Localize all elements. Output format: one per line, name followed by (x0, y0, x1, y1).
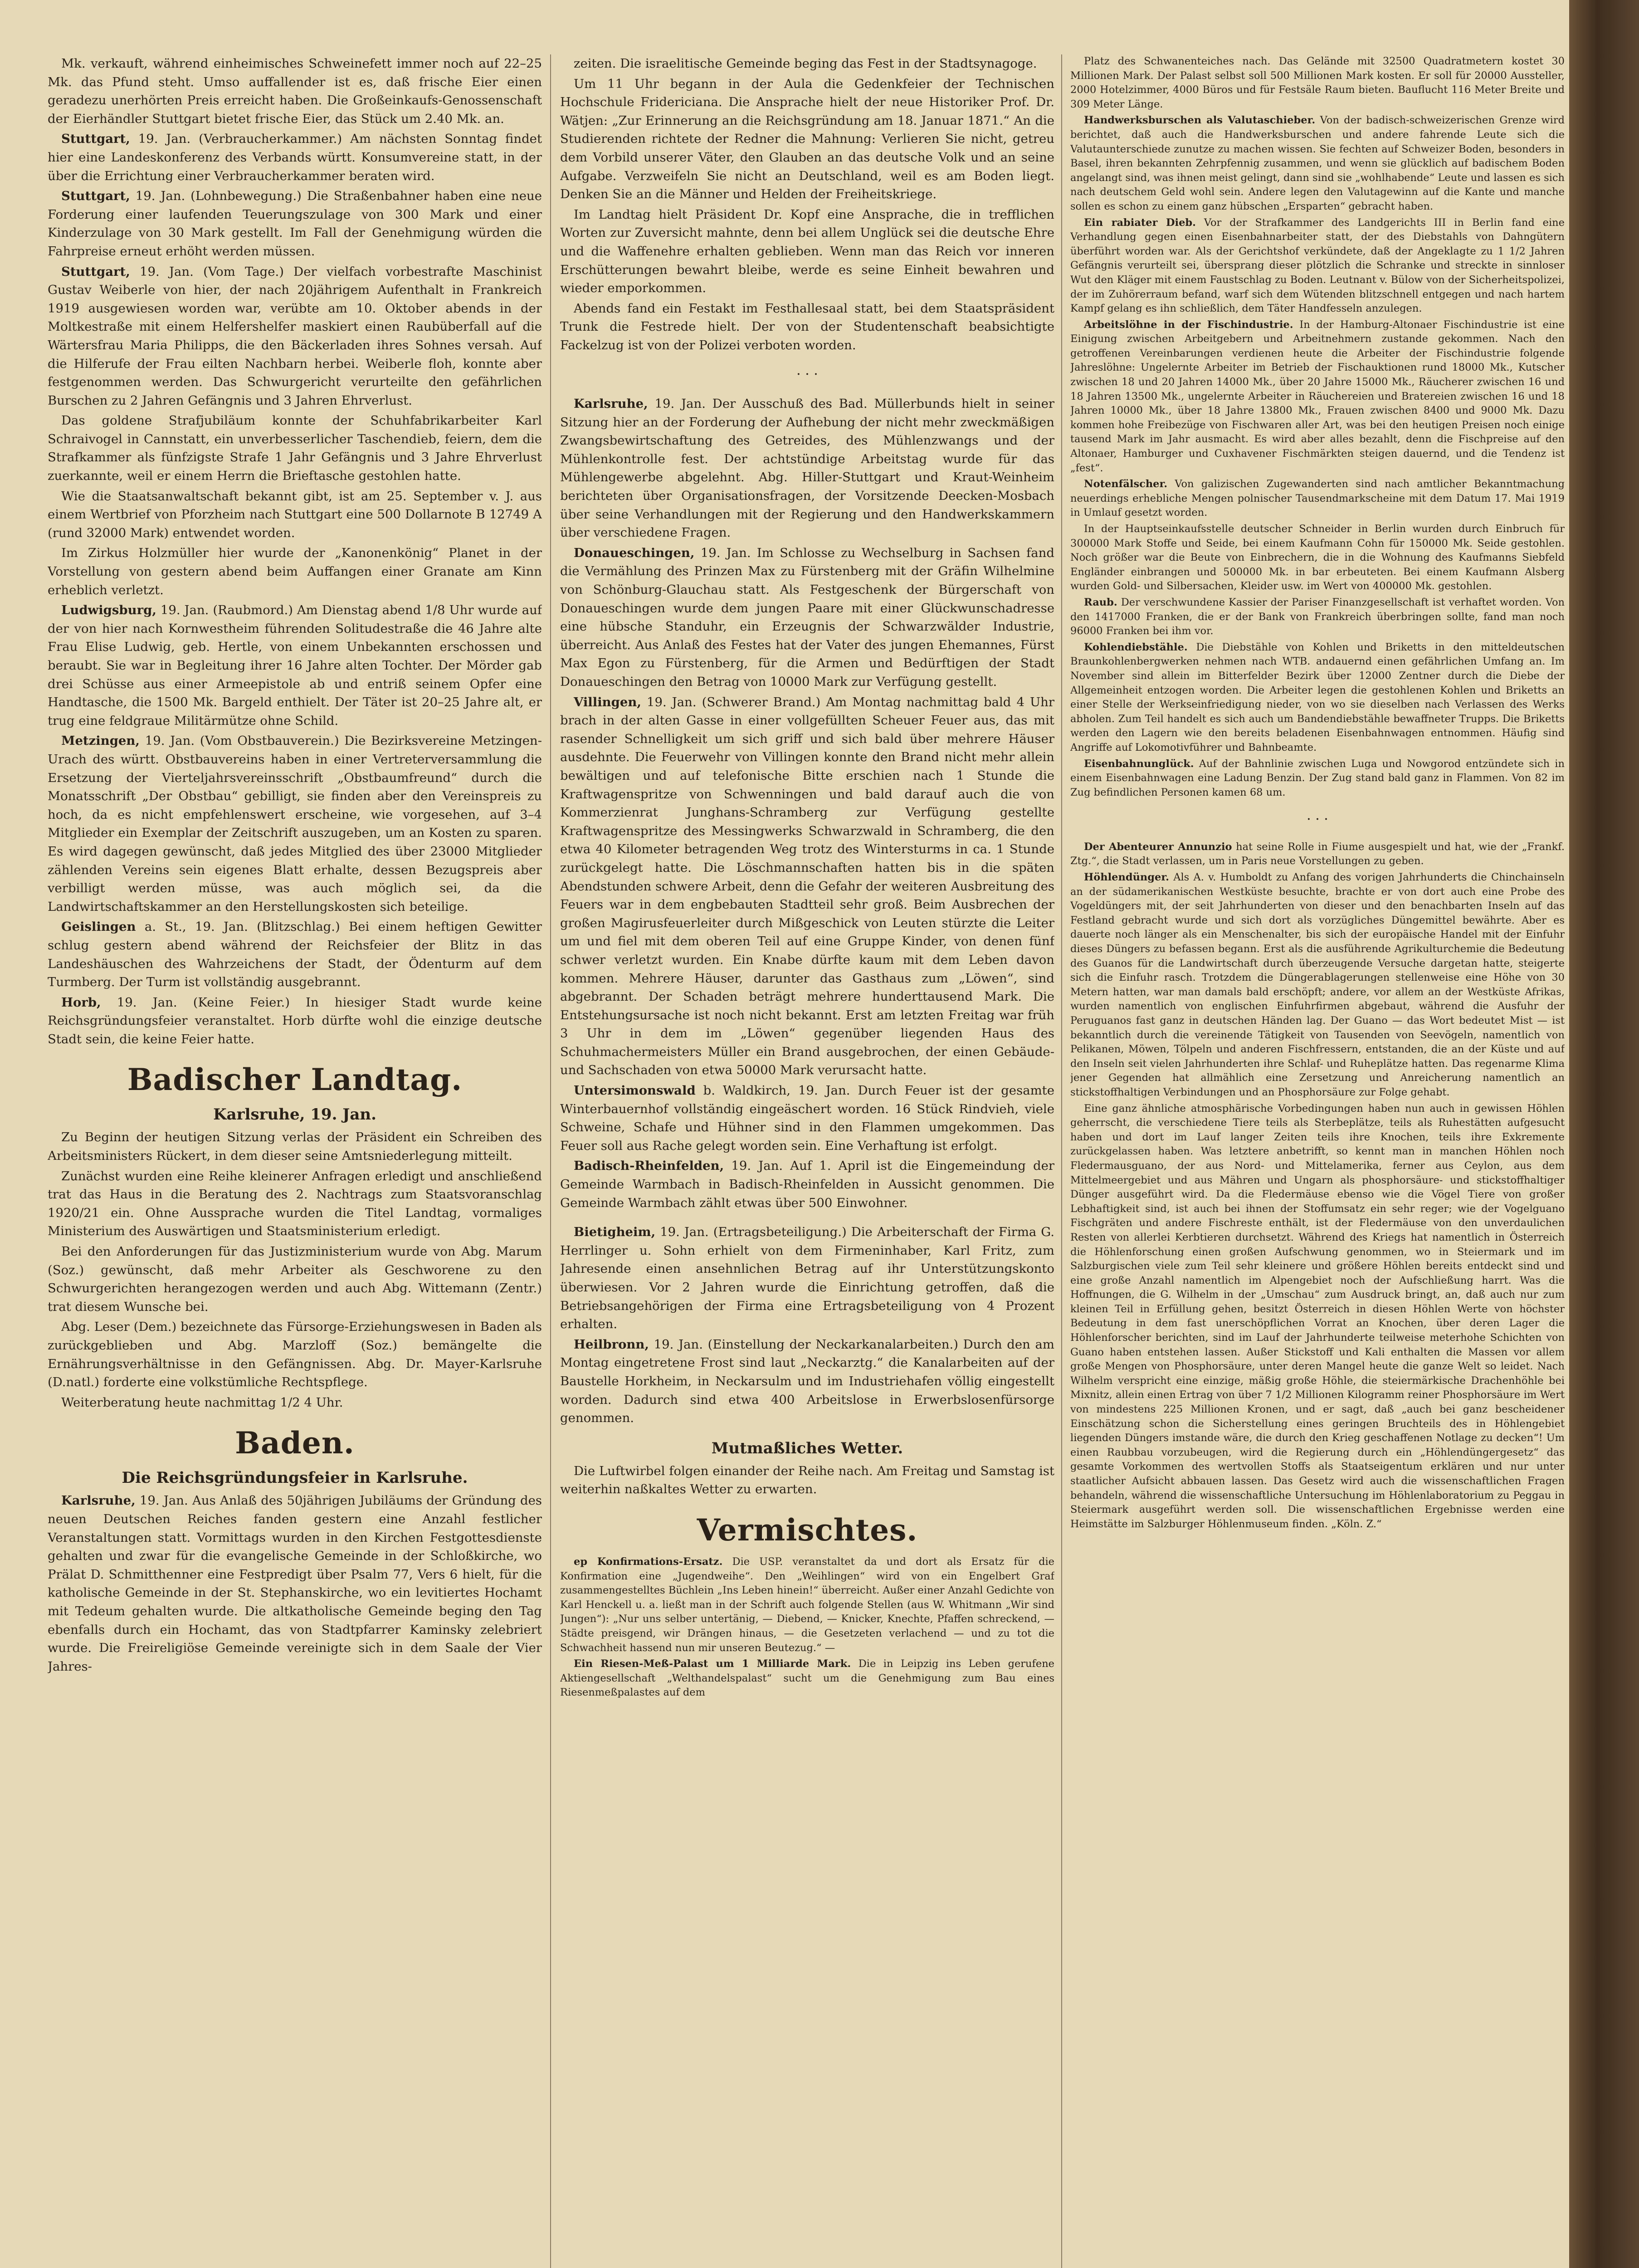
article-paragraph (1070, 1102, 1565, 1532)
dateline: Höhlendünger. (1084, 871, 1169, 884)
article-paragraph (560, 1081, 1054, 1155)
article-paragraph (1070, 54, 1565, 112)
paragraph-text: Von galizischen Zugewanderten sind nach amtlicher Bekanntmachung neuerdings erhebliche Mengen polnischer Tausendmarkscheine mit dem Datum 17. Mai 1919 in Umlauf gesetzt worden. (1070, 478, 1565, 519)
dateline: Geislingen (61, 919, 136, 934)
paragraph-text: Die in Leipzig ins Leben gerufene Aktiengesellschaft „Welthandelspalast“ sucht um die Genehmigung zum Bau eines Riesenmeßpalastes auf dem (560, 1658, 1054, 1699)
paragraph-text: In der Hauptseinkaufsstelle deutscher Schneider in Berlin wurden durch Einbruch für 300000 Mark Stoffe und Seide, bei einem Kaufmann Cohn für 150000 Mk. Seide gestohlen. Noch größer war die Beute von Einbrechern, die in die Wohnung des Kaufmanns Siebfeld Engländer einbrangen und 500000 Mk. in bar erbeuteten. Bei einem Kaufmann Alsberg wurden Gold- und Silbersachen, Kleider usw. im Wert von 400000 Mk. gestohlen. (1070, 523, 1565, 592)
paragraph-text: Auf der Bahnlinie zwischen Luga und Nowgorod entzündete sich in einem Eisenbahnwagen eine Ladung Benzin. Der Zug stand bald ganz in Flammen. Von 82 im Zug befindlichen Personen kamen 68 um. (1070, 758, 1565, 798)
article-paragraph (48, 544, 542, 599)
dateline: Notenfälscher. (1084, 478, 1168, 490)
article-paragraph (1070, 113, 1565, 214)
column-3 (1070, 54, 1565, 2268)
paragraph-text: Zu Beginn der heutigen Sitzung verlas der Präsident ein Schreiben des Arbeitsministers Rückert, in dem dieser seine Amtsniederlegung mitteilt. (48, 1130, 542, 1163)
article-paragraph (560, 54, 1054, 73)
paragraph-text: 19. Jan. (Keine Feier.) In hiesiger Stadt wurde keine Reichsgründungsfeier veranstaltet. Horb dürfte wohl die einzige deutsche Stadt sein, die keine Feier hatte. (48, 995, 542, 1046)
article-paragraph (560, 693, 1054, 1080)
subheading: Mutmaßliches Wetter. (711, 1439, 903, 1457)
subheading: Die Reichsgründungsfeier in Karlsruhe. (122, 1469, 468, 1487)
paragraph-text: Um 11 Uhr begann in der Aula die Gedenkfeier der Technischen Hochschule Fridericiana. Die Ansprache hielt der neue Historiker Prof. Dr. Wätjen: „Zur Erinnerung an die Reichsgründung am 18. Januar 1871.“ An die Studierenden richtete der Redner die Mahnung: Verlieren Sie nicht, getreu dem Vorbild unserer Väter, den Glauben an das deutsche Volk und an seine Aufgabe. Verzweifeln Sie nicht an Deutschland, weil es am Boden liegt. Denken Sie an die Männer und Helden der Freiheitskriege. (560, 76, 1054, 202)
dateline: Stuttgart, (61, 132, 130, 147)
dateline: Ein rabiater Dieb. (1084, 216, 1196, 229)
paragraph-text: Der verschwundene Kassier der Pariser Finanzgesellschaft ist verhaftet worden. Von den 1417000 Franken, die er der Bank von Frankreich überbringen sollte, fand man noch 96000 Franken bei ihm vor. (1070, 596, 1565, 637)
article-paragraph (560, 1555, 1054, 1655)
article-paragraph (48, 918, 542, 991)
paragraph-text: Die Diebstähle von Kohlen und Briketts in den mitteldeutschen Braunkohlenbergwerken nehmen nach WTB. andauernd einen gefährlichen Umfang an. Im November sind allein im Bitterfelder Bezirk über 12000 Zentner durch die Diebe der Allgemeinheit entzogen worden. Die Arbeiter legen die gestohlenen Kohlen und Briketts an einer Stelle der Werkseinfriedigung nieder, von wo sie dieselben nach Verlassen des Werks abholen. Zum Teil handelt es sich auch um Bandendiebstähle bewaffneter Trupps. Die Briketts werden den Lagern wie den bereits beladenen Eisenbahnwagen entnommen. Häufig sind Angriffe auf Lokomotivführer und Bahnbeamte. (1070, 641, 1565, 753)
article-paragraph (48, 601, 542, 730)
article-paragraph (1070, 870, 1565, 1100)
paragraph-text: Als A. v. Humboldt zu Anfang des vorigen Jahrhunderts die Chinchainseln an der südamerikanischen Westküste besuchte, brachte er von dort auch eine Probe des Vogeldüngers mit, der seit Jahrhunderten von dieser und den benachbarten Inseln auf das Festland gebracht wurde und sich dort als vorzügliches Düngemittel bewährte. Aber es dauerte noch länger als ein Menschenalter, bis sich der europäische Handel mit der Einfuhr dieses Düngers zu befassen begann. Erst als die ausführende Agrikulturchemie die Bedeutung des Guanos für die Landwirtschaft durch überzeugende Versuche dargetan hatte, steigerte sich die Einfuhr rasch. Trotzdem die Düngerablagerungen stellenweise eine Höhe von 30 Metern hatten, war man damals bald erschöpft; andere, vor allem an der Westküste Afrikas, wurden namentlich von englischen Einfuhrfirmen abgebaut, während die Ausfuhr der Peruguanos fast ganz in deutschen Händen lag. Der Guano — das Wort bedeutet Mist — ist bekanntlich durch die vereinende Tätigkeit von Tausenden von Seevögeln, namentlich von Pelikanen, Möwen, Tölpeln und anderen Fischfressern, entstanden, die an der Küste und auf den Inseln seit vielen Jahrhunderten ihre Schlaf- und Ruheplätze hatten. Das regenarme Klima jener Gegenden hat allmählich eine Zersetzung und Anreicherung namentlich an stickstoffhaltigen Verbindungen und an Phosphorsäure zur Folge gehabt. (1070, 871, 1565, 1098)
article-paragraph (560, 1657, 1054, 1700)
paragraph-text: Eine ganz ähnliche atmosphärische Vorbedingungen haben nun auch in gewissen Höhlen geherrscht, die verschiedene Tiere teils als Sterbeplätze, teils als Ruhestätten aufgesucht haben und dort im Lauf langer Zeiten teils ihre Knochen, teils ihre Exkremente zurückgelassen haben. Was letztere anbetrifft, so kennt man in manchen Höhlen noch Fledermausguano, der aus Nord- und Mittelamerika, ferner aus Ceylon, aus dem Mittelmeergebiet und aus Mähren und Ungarn als phosphorsäure- und stickstoffhaltiger Dünger ausgeführt wird. Da die Fledermäuse ebenso wie die Vögel Tiere von großer Lebhaftigkeit sind, ist auch bei ihnen der Stoffumsatz ein sehr reger; wie der Vogelguano Fischgräten und andere Fischreste enthält, ist der Fledermäuse von den unverdaulichen Resten von allerlei Kerbtieren durchsetzt. Während des Kriegs hat namentlich in Österreich die Höhlenforschung einen großen Aufschwung genommen, wo in Steiermark und im Salzburgischen viele zum Teil sehr kleinere und größere Höhlen bereits entdeckt sind und eine große Anzahl namentlich im Alpengebiet noch der Aufschließung harrt. Was die Hoffnungen, die G. Wilhelm in der „Umschau“ zum Ausdruck bringt, an, daß auch nur zum kleinen Teil in Erfüllung gehen, besitzt Österreich in diesen Höhlen Werte von höchster Bedeutung in dem fast unerschöpflichen Vorrat an Knochen, über deren Lager die Höhlenforscher berichten, sind im Lauf der Jahrhunderte teilweise meterhohe Schichten von Guano haben entstehen lassen. Außer Stickstoff und Kali enthalten die Massen vor allem große Mengen von Phosphorsäure, unter deren Mangel heute die ganze Welt so leidet. Nach Wilhelm verspricht eine einzige, mäßig große Höhle, die steiermärkische Drachenhöhle bei Mixnitz, allein einen Ertrag von über 7 1/2 Millionen Kilogramm reiner Phosphorsäure im Wert von mindestens 225 Millionen Kronen, und er sagt, daß „auch bei ganz bescheidener Einschätzung schon die Sicherstellung eines geringen Bruchteils des in Höhlengebiet liegenden Düngers imstande wäre, die durch den Krieg geschaffenen Notlage zu decken“! Um einen Raubbau vorzubeugen, wird die Regierung durch ein „Höhlendüngergesetz“ das gesamte Vorkommen des wertvollen Stoffs als Staatseigentum erklären und nur unter staatlicher Aufsicht abbauen lassen. Das Gesetz wird auch die wissenschaftlichen Fragen behandeln, während die wissenschaftliche Untersuchung im Höhlenlaboratorium zu Peggau in Steiermark ausgeführt werden soll. Die wissenschaftlichen Ergebnisse werden eine Heimstätte im Salzburger Höhlenmuseum finden. „Köln. Z.“ (1070, 1102, 1565, 1530)
paragraph-text: 19. Jan. (Lohnbewegung.) Die Straßenbahner haben eine neue Forderung einer laufenden Teuerungszulage von 300 Mark und einer Kinderzulage von 30 Mark gestellt. Im Fall der Genehmigung würden die Fahrpreise erneut erhöht werden müssen. (48, 189, 542, 259)
article-paragraph (48, 130, 542, 185)
paragraph-text: zeiten. Die israelitische Gemeinde beging das Fest in der Stadtsynagoge. (574, 56, 1037, 71)
dateline: Raub. (1084, 596, 1117, 608)
dateline: Badisch-Rheinfelden, (574, 1158, 724, 1173)
paragraph-text: 19. Jan. (Schwerer Brand.) Am Montag nachmittag bald 4 Uhr brach in der alten Gasse in einer vollgefüllten Scheuer Feuer aus, das mit rasender Schnelligkeit um sich griff und sich bald über mehrere Häuser ausdehnte. Die Feuerwehr von Villingen konnte den Brand nicht mehr allein bewältigen und auf telefonische Bitte erschien nach 1 Stunde die Kraftwagenspritze von Schwenningen und bald darauf auch die von Kommerzienrat Junghans-Schramberg zur Verfügung gestellte Kraftwagenspritze des Messingwerks Schwarzwald in Schramberg, die den etwa 40 Kilometer betragenden Weg trotz des Wintersturms in ca. 1 Stunde zurückgelegt hatte. Die Löschmannschaften hatten bis in die späten Abendstunden schwere Arbeit, denn die Gefahr der weiteren Ausbreitung des Feuers war in dem engbebauten Stadtteil sehr groß. Beim Ausbrechen der großen Magirusfeuerleiter durch Mißgeschick von Leuten stürzte die Leiter um und fiel mit dem oberen Teil auf eine Gruppe Kinder, von denen fünf schwer verletzt wurden. Ein Knabe dürfte kaum mit dem Leben davon kommen. Mehrere Häuser, darunter das Gasthaus zum „Löwen“, sind abgebrannt. Der Schaden beträgt mehrere hunderttausend Mark. Die Entstehungsursache ist noch nicht bekannt. Erst am letzten Freitag war früh 3 Uhr in dem im „Löwen“ gegenüber liegenden Haus des Schuhmachermeisters Müller ein Brand ausgebrochen, der einen Gebäude- und Sachschaden von etwa 50000 Mark verursacht hatte. (560, 694, 1054, 1078)
column-2 (560, 54, 1054, 2268)
dateline: Bietigheim, (574, 1225, 656, 1240)
paragraph-text: 19. Jan. (Ertragsbeteiligung.) Die Arbeiterschaft der Firma G. Herrlinger u. Sohn erhielt von dem Firmeninhaber, Karl Fritz, zum Jahresende einen ansehnlichen Betrag auf ihr Unterstützungskonto überwiesen. Vor 2 Jahren wurde die Einrichtung getroffen, daß die Betriebsangehörigen der Firma eine Ertragsbeteiligung von 4 Prozent erhalten. (560, 1225, 1054, 1332)
article-paragraph (1070, 522, 1565, 594)
article-paragraph (1070, 596, 1565, 639)
article-paragraph (48, 1242, 542, 1316)
column-divider (1061, 54, 1062, 2268)
dateline: Der Abenteurer Annunzio (1084, 841, 1232, 853)
paragraph-text: hat seine Rolle in Fiume ausgespielt und hat, wie der „Frankf. Ztg.“, die Stadt verlassen, um in Paris neue Vorstellungen zu geben. (1070, 841, 1565, 867)
article-paragraph (1070, 757, 1565, 800)
article-paragraph (1070, 318, 1565, 476)
paragraph-text: Die Luftwirbel folgen einander der Reihe nach. Am Freitag und Samstag ist weiterhin naßkaltes Wetter zu erwarten. (560, 1463, 1054, 1497)
paragraph-text: b. Waldkirch, 19. Jan. Durch Feuer ist der gesamte Winterbauernhof vollständig eingeäschert worden. 16 Stück Rindvieh, viele Schweine, Schafe und Hühner sind in den Flammen umgekommen. Das Feuer soll aus Rache gelegt worden sein. Eine Verhaftung ist erfolgt. (560, 1083, 1054, 1153)
article-paragraph (48, 411, 542, 485)
dateline: ep Konfirmations-Ersatz. (574, 1555, 723, 1568)
dateline: Donaueschingen, (574, 545, 695, 560)
dateline: Karlsruhe, (574, 396, 648, 411)
article-paragraph (1070, 216, 1565, 316)
column-1 (48, 54, 542, 2268)
paragraph-text: Platz des Schwanenteiches nach. Das Gelände mit 32500 Quadratmetern kostet 30 Millionen Mark. Der Palast selbst soll 500 Millionen Mark kosten. Er soll für 20000 Aussteller, 2000 Hotelzimmer, 4000 Büros und für Festsäle Raum bieten. Bauflucht 116 Meter Breite und 309 Meter Länge. (1070, 55, 1565, 110)
section-heading: Vermischtes. (697, 1512, 918, 1548)
paragraph-text: Zunächst wurden eine Reihe kleinerer Anfragen erledigt und anschließend trat das Haus in die Beratung des 2. Nachtrags zum Staatsvoranschlag 1920/21 ein. Ohne Aussprache wurden die Titel Landtag, vormaliges Ministerium des Auswärtigen und Staatsministerium erledigt. (48, 1168, 542, 1239)
paragraph-text: Mk. verkauft, während einheimisches Schweinefett immer noch auf 22–25 Mk. das Pfund steht. Umso auffallender ist es, daß frische Eier einen geradezu unerhörten Preis erreicht haben. Die Großeinkaufs-Genossenschaft der Eierhändler Stuttgart bietet frische Eier, das Stück um 2.40 Mk. an. (48, 56, 542, 126)
article-paragraph (560, 75, 1054, 204)
dateline: Arbeitslöhne in der Fischindustrie. (1084, 318, 1293, 331)
section-heading: Baden. (235, 1425, 355, 1461)
paragraph-text: 19. Jan. (Einstellung der Neckarkanalarbeiten.) Durch den am Montag eingetretene Frost sind laut „Neckarztg.“ die Kanalarbeiten auf der Baustelle Horkheim, in Neckarsulm und im Industriehafen völlig eingestellt worden. Dadurch sind etwa 400 Arbeitslose in Erwerbslosenfürsorge genommen. (560, 1337, 1054, 1426)
paragraph-text: Im Zirkus Holzmüller hier wurde der „Kanonenkönig“ Planet in der Vorstellung von gestern abend beim Auffangen einer Granate am Kinn erheblich verletzt. (48, 546, 542, 597)
paragraph-text: Weiterberatung heute nachmittag 1/2 4 Uhr. (61, 1395, 343, 1410)
article-paragraph (560, 1157, 1054, 1212)
dateline: Untersimonswald (574, 1083, 696, 1098)
article-paragraph (48, 1318, 542, 1391)
article-paragraph (1070, 477, 1565, 520)
paragraph-text: Die USP. veranstaltet da und dort als Ersatz für die Konfirmation eine „Jugendweihe“. Den „Weihlingen“ wird von ein Engelbert Graf zusammengestelltes Büchlein „Ins Leben hinein!“ überreicht. Außer einer Anzahl Gedichte von Karl Henckell u. a. ließt man in der Schrift auch folgende Stellen (aus W. Whitmann „Wir sind Jungen“): „Nur uns selber untertänig, — Diebend, — Knicker, Knechte, Pfaffen schreckend, — Städte preisgend, wir Drängen hinaus, — die Gesetzeten verlachend — und zu tot die Schwachheit hassend nun mir unseren Beutezug.“ — (560, 1555, 1054, 1654)
paragraph-text: Von der badisch-schweizerischen Grenze wird berichtet, daß auch die Handwerksburschen und andere fahrende Leute sich die Valutaunterschiede zunutze zu machen wissen. Sie fechten auf Schweizer Boden, besonders in Basel, ihren bekannten Zehrpfennig zusammen, und wenn sie glücklich auf badischem Boden angelangt sind, was ihnen meist gelingt, dann sind sie „wohlhabende“ Leute und lassen es sich nach deutschem Geld wohl sein. Andere legen den Valutagewinn auf die Kante und manche sollen es schon zu einem ganz hübschen „Ersparten“ gebracht haben. (1070, 114, 1565, 212)
article-paragraph (1070, 640, 1565, 755)
article-paragraph (560, 1335, 1054, 1427)
paragraph-text: Wie die Staatsanwaltschaft bekannt gibt, ist am 25. September v. J. aus einem Wertbrief von Pforzheim nach Stuttgart eine 500 Dollarnote B 12749 A (rund 32000 Mark) entwendet worden. (48, 489, 542, 540)
article-paragraph (48, 1491, 542, 1676)
dateline: Villingen, (574, 694, 641, 709)
paragraph-text: 19. Jan. Aus Anlaß des 50jährigen Jubiläums der Gründung des neuen Deutschen Reiches fanden gestern eine Anzahl festlicher Veranstaltungen statt. Vormittags wurden in den Kirchen Festgottesdienste gehalten und zwar für die evangelische Gemeinde in der Schloßkirche, wo Prälat D. Schmitthenner eine Festpredigt über Psalm 77, Vers 6 hielt, für die katholische Gemeinde in der St. Stephanskirche, wo ein levitiertes Hochamt mit Tedeum gehalten wurde. Die altkatholische Gemeinde beging den Tag ebenfalls durch ein Hochamt, das von Stadtpfarrer Kaminsky zelebriert wurde. Die Freireligiöse Gemeinde vereinigte sich in dem Saale der Vier Jahres- (48, 1493, 542, 1674)
article-paragraph (48, 187, 542, 260)
dateline: Handwerksburschen als Valutaschieber. (1084, 114, 1316, 127)
article-paragraph (48, 1393, 542, 1412)
article-paragraph (48, 1128, 542, 1165)
dateline: Ein Riesen-Meß-Palast um 1 Milliarde Mark. (574, 1658, 851, 1670)
paragraph-text: Bei den Anforderungen für das Justizministerium wurde von Abg. Marum (Soz.) gewünscht, daß mehr Arbeiter als Geschworene zu den Schwurgerichten herangezogen werden und auch Abg. Wittemann (Zentr.) trat diesem Wunsche bei. (48, 1244, 542, 1314)
article-paragraph (48, 54, 542, 128)
dateline: Stuttgart, (61, 264, 130, 279)
paragraph-text: 19. Jan. (Verbraucherkammer.) Am nächsten Sonntag findet hier eine Landeskonferenz des Verbands württ. Konsumvereine statt, in der über die Errichtung einer Verbraucherkammer beraten wird. (48, 132, 542, 183)
dateline: Metzingen, (61, 733, 140, 748)
dateline: Ludwigsburg, (61, 603, 156, 618)
article-paragraph (560, 544, 1054, 691)
column-divider (550, 54, 551, 2268)
dateline: Heilbronn, (574, 1337, 649, 1352)
paragraph-text: 19. Jan. (Vom Tage.) Der vielfach vorbestrafte Maschinist Gustav Weiberle von hier, der nach 20jährigem Aufenthalt in Frankreich 1919 ausgewiesen worden war, verübte am 10. Oktober abends in der Moltkestraße mit einem Helfershelfer maskiert einen Raubüberfall auf die Wärtersfrau Maria Philipps, die den Bäckerladen ihres Sohnes versah. Auf die Hilferufe der Frau eilten Nachbarn herbei. Weiberle floh, konnte aber festgenommen werden. Das Schwurgericht verurteilte den gefährlichen Burschen zu 2 Jahren Gefängnis und 3 Jahren Ehrverlust. (48, 264, 542, 408)
dateline: Horb, (61, 995, 101, 1010)
paragraph-text: Das goldene Strafjubiläum konnte der Schuhfabrikarbeiter Karl Schraivogel in Cannstatt, ein unverbesserlicher Taschendieb, feiern, dem die Strafkammer als fünfzigste Strafe 1 Jahr Gefängnis und 3 Jahre Ehrverlust zuerkannte, weil er einem Herrn die Brieftasche gestohlen hatte. (48, 413, 542, 484)
paragraph-text: Im Landtag hielt Präsident Dr. Kopf eine Ansprache, die in trefflichen Worten zur Zuversicht mahnte, denn bei allem Unglück sei die deutsche Ehre und die Waffenehre erhalten geblieben. Wenn man das Reich vor inneren Erschütterungen bewahrt bleibe, werde es seine Einheit bewahren und wieder emporkommen. (560, 207, 1054, 296)
paragraph-text: 19. Jan. Der Ausschuß des Bad. Müllerbunds hielt in seiner Sitzung hier an der Forderung der Aufhebung der nicht mehr zweckmäßigen Zwangsbewirtschaftung des Getreides, des Mühlenzwangs und der Mühlenkontrolle fest. Der achtstündige Arbeitstag wurde für das Mühlengewerbe abgelehnt. Abg. Hiller-Stuttgart und Kraut-Weinheim berichteten über Organisationsfragen, der Vorsitzende Deecken-Mosbach über seine Verhandlungen mit der Regierung und den Handwerkskammern über verschiedene Fragen. (560, 396, 1054, 540)
article-paragraph (48, 487, 542, 543)
dateline: Stuttgart, (61, 189, 130, 204)
article-paragraph (560, 1462, 1054, 1499)
paragraph-text: 19. Jan. Auf 1. April ist die Eingemeindung der Gemeinde Warmbach in Badisch-Rheinfelden in Aussicht genommen. Die Gemeinde Warmbach zählt etwas über 500 Einwohner. (560, 1158, 1054, 1210)
paragraph-text: 19. Jan. Im Schlosse zu Wechselburg in Sachsen fand die Vermählung des Prinzen Max zu Fürstenberg mit der Gräfin Wilhelmine von Schönburg-Glauchau statt. Als Festgeschenk der Bürgerschaft von Donaueschingen wurde dem jungen Paare mit einer Glückwunschadresse eine hübsche Standuhr, ein Erzeugnis der Schwarzwälder Industrie, überreicht. Aus Anlaß des Festes hat der Vater des jungen Ehemannes, Fürst Max Egon zu Fürstenberg, für die Armen und Bedürftigen der Stadt Donaueschingen den Betrag von 10000 Mark zur Verfügung gestellt. (560, 545, 1054, 689)
paragraph-text: a. St., 19. Jan. (Blitzschlag.) Bei einem heftigen Gewitter schlug gestern abend während der Reichsfeier der Blitz in das Landeshäuschen des Wahrzeichens der Stadt, der Ödenturm auf dem Turmberg. Der Turm ist vollständig ausgebrannt. (48, 919, 542, 990)
paragraph-text: 19. Jan. (Vom Obstbauverein.) Die Bezirksvereine Metzingen-Urach des württ. Obstbauvereins haben in einer Vertreterversammlung die Ersetzung der Vierteljahrsvereinsschrift „Obstbaumfreund“ durch die Monatsschrift „Der Obstbau“ gebilligt, sie finden aber den Vereinspreis zu hoch, da es nicht empfehlenswert erscheine, wie vorgesehen, auf 3–4 Mitglieder ein Exemplar der Zeitschrift auszugeben, um an Kosten zu sparen. Es wird dagegen gewünscht, daß jedes Mitglied des über 23000 Mitglieder zählenden Vereins sein eigenes Blatt erhalte, dessen Bezugspreis aber verbilligt werden müsse, was auch möglich sei, da die Landwirtschaftskammer an den Herstellungskosten sich beteilige. (48, 733, 542, 914)
paragraph-text: Vor der Strafkammer des Landgerichts III in Berlin fand eine Verhandlung gegen einen Eisenbahnarbeiter statt, der des Diebstahls von Dahngütern überführt worden war. Als der Gerichtshof verkündete, daß der Angeklagte zu 1 1/2 Jahren Gefängnis verurteilt sei, übersprang dieser plötzlich die Schranke und streckte in sinnloser Wut den Kläger mit einem Faustschlag zu Boden. Leutnant v. Bülow von der Sicherheitspolizei, der im Zuhörerraum befand, warf sich dem Wütenden blitzschnell entgegen und nach hartem Kampf gelang es ihn schließlich, dem Täter Handfesseln anzulegen. (1070, 216, 1565, 315)
article-paragraph (560, 1223, 1054, 1334)
article-paragraph (560, 395, 1054, 542)
section-heading: Badischer Landtag. (127, 1062, 463, 1098)
dateline: Karlsruhe, (61, 1493, 136, 1508)
dateline: Kohlendiebstähle. (1084, 641, 1188, 653)
article-paragraph (1070, 840, 1565, 869)
article-paragraph (560, 205, 1054, 298)
article-paragraph (48, 263, 542, 410)
paragraph-text: Abends fand ein Festakt im Festhallesaal statt, bei dem Staatspräsident Trunk die Festrede hielt. Der von der Studentenschaft beabsichtigte Fackelzug ist von der Polizei verboten worden. (560, 301, 1054, 352)
book-binding-edge (1569, 0, 1639, 2268)
separator: · · · (796, 366, 818, 382)
article-paragraph (560, 299, 1054, 355)
article-paragraph (48, 993, 542, 1049)
paragraph-text: 19. Jan. (Raubmord.) Am Dienstag abend 1/8 Uhr wurde auf der von hier nach Kornwestheim führenden Solitudestraße die 46 Jahre alte Frau Elise Ludwig, geb. Hertle, von einem Unbekannten erschossen und beraubt. Sie war in Begleitung ihrer 16 Jahre alten Tochter. Der Mörder gab drei Schüsse aus einer Armeepistole ab und entriß seinem Opfer eine Handtasche, die 1500 Mk. Bargeld enthielt. Der Täter ist 20–25 Jahre alt, er trug eine feldgraue Militärmütze ohne Schild. (48, 603, 542, 728)
article-paragraph (48, 732, 542, 916)
article-paragraph (48, 1167, 542, 1241)
dateline: Eisenbahnunglück. (1084, 758, 1194, 770)
paragraph-text: In der Hamburg-Altonaer Fischindustrie ist eine Einigung zwischen Arbeitgebern und Arbeitnehmern zustande gekommen. Nach den getroffenen Vereinbarungen verdienen heute die Arbeiter der Fischindustrie folgende Jahreslöhne: Ungelernte Arbeiter im Betrieb der Fischauktionen rund 18000 Mk., Kutscher zwischen 18 und 20 Jahren 14000 Mk., über 20 Jahre 15000 Mk., Räucherer zwischen 16 und 18 Jahren 13500 Mk., ungelernte Arbeiter in Räuchereien und Bratereien zwischen 16 und 18 Jahren 10000 Mk., über 18 Jahre 13800 Mk., Frauen zwischen 8400 und 9000 Mk. Dazu kommen hohe Freibezüge von Fischwaren aller Art, was bei den heutigen Preisen noch einige tausend Mark im Jahr ausmacht. Es wird aber alles bezahlt, denn die Fischpreise auf den Altonaer, Hamburger und Cuxhavener Fischmärkten steigen dauernd, und die Tendenz ist „fest“. (1070, 318, 1565, 474)
paragraph-text: Abg. Leser (Dem.) bezeichnete das Fürsorge-Erziehungswesen in Baden als zurückgeblieben und Abg. Marzloff (Soz.) bemängelte die Ernährungsverhältnisse in den Gefängnissen. Abg. Dr. Mayer-Karlsruhe (D.natl.) forderte eine volkstümliche Rechtspflege. (48, 1320, 542, 1390)
subheading: Karlsruhe, 19. Jan. (213, 1105, 376, 1124)
separator: · · · (1307, 811, 1328, 828)
